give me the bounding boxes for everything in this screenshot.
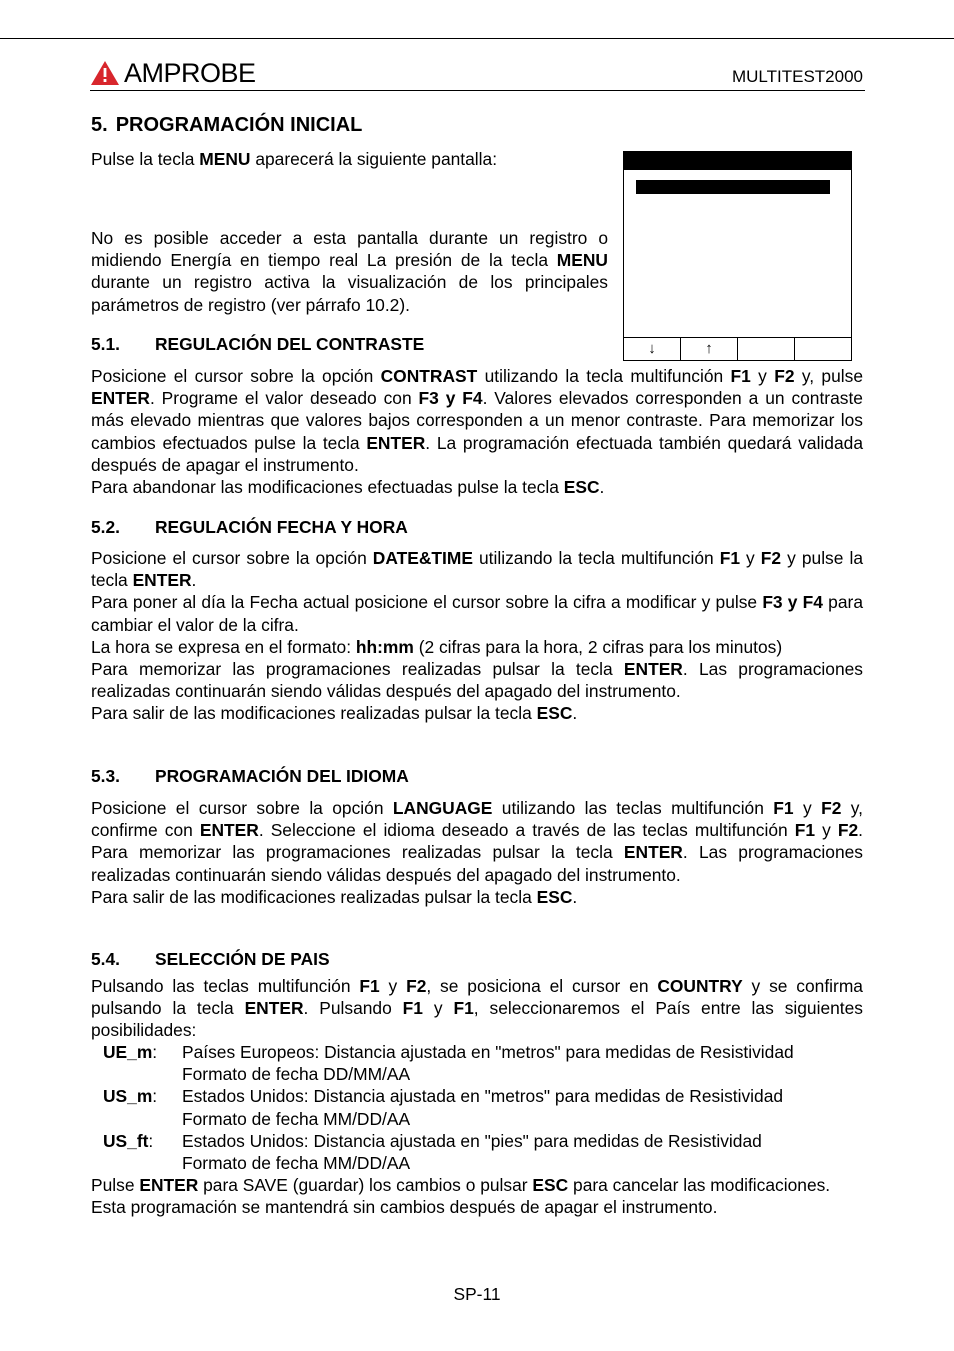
key-f1-down-arrow-icon: ↓ [624,338,681,360]
intro-paragraph: Pulse la tecla MENU aparecerá la siguiente pantalla: [91,149,498,169]
key-f3 [738,338,795,360]
key-f4 [795,338,851,360]
warning-triangle-icon [90,60,120,86]
top-rule [0,38,954,39]
page-number: SP-11 [453,1284,501,1304]
model-name: MULTITEST2000 [731,67,863,86]
key-f2-up-arrow-icon: ↑ [681,338,738,360]
screen-selection-bar [636,180,830,194]
save-paragraph: Pulse ENTER para SAVE (guardar) los cambios o pulsar ESC para cancelar las modificaciones. Esta programación se mantendrá sin cambios después de apagar el instrumento. [91,1175,831,1218]
subsection-title-5-1: 5.1. REGULACIÓN DEL CONTRASTE [91,334,425,354]
datetime-paragraph: Posicione el cursor sobre la opción DATE&TIME utilizando la tecla multifunción F1 y F2 y pulse la tecla ENTER. Para poner al día la Fecha actual posicione el cursor sobre la cifra a modificar y pulse F3 y F4 para cambiar el valor de la cifra. La hora se expresa en el formato: hh:mm (2 cifras para la hora, 2 cifras para los minutos) Para memorizar las programaciones realizadas pulsar la tecla ENTER. Las programaciones realizadas continuarán siendo válidas después del apagado del instrumento. Para salir de las modificaciones realizadas pulsar la tecla ESC. [91,548,864,724]
list-item: UE_m: Países Europeos: Distancia ajustada en "metros" para medidas de Resistividad Formato de fecha DD/MM/AA [103,1042,794,1085]
logo-text: AMPROBE [124,57,256,88]
page-header [90,54,865,91]
country-options-list [91,1041,863,1174]
subsection-title-5-2: 5.2. REGULACIÓN FECHA Y HORA [91,517,408,537]
list-item: US_m: Estados Unidos: Distancia ajustada en "metros" para medidas de Resistividad Formato de fecha MM/DD/AA [103,1086,784,1129]
screen-function-keys [623,337,852,361]
list-item: US_ft: Estados Unidos: Distancia ajustada en "pies" para medidas de Resistividad Formato de fecha MM/DD/AA [103,1130,762,1174]
note-paragraph: No es posible acceder a esta pantalla durante un registro o midiendo Energía en tiempo real La presión de la tecla MENU durante un registro activa la visualización de los principales parámetros de registro (ver párrafo 10.2). [91,228,608,315]
section-title: 5. PROGRAMACIÓN INICIAL [91,114,363,136]
screen-title-bar [623,151,852,170]
subsection-title-5-3: 5.3. PROGRAMACIÓN DEL IDIOMA [91,766,409,786]
amprobe-logo [90,58,256,88]
country-paragraph: Pulsando las teclas multifunción F1 y F2, se posiciona el cursor en COUNTRY y se confirma pulsando la tecla ENTER. Pulsando F1 y F1, seleccionaremos el País entre las siguientes posibilidades: [91,976,863,1041]
menu-screen-mockup [623,151,852,361]
language-paragraph: Posicione el cursor sobre la opción LANGUAGE utilizando las teclas multifunción F1 y F2 y, confirme con ENTER. Seleccione el idioma deseado a través de las teclas multifunción F1 y F2. Para memorizar las programaciones realizadas pulsar la tecla ENTER. Las programaciones realizadas continuarán siendo válidas después del apagado del instrumento. Para salir de las modificaciones realizadas pulsar la tecla ESC. [91,798,864,907]
screen-body [623,170,852,337]
contrast-paragraph: Posicione el cursor sobre la opción CONTRAST utilizando la tecla multifunción F1 y F2 y, pulse ENTER. Programe el valor deseado con F3 y F4. Valores elevados corresponden a un contraste más elevado mientras que valores bajos corresponden a un menor contraste. Para memorizar los cambios efectuados pulse la tecla ENTER. La programación efectuada también quedará validada después de apagar el instrumento. Para abandonar las modificaciones efectuadas pulse la tecla ESC. [91,366,864,498]
subsection-title-5-4: 5.4. SELECCIÓN DE PAIS [91,949,330,969]
